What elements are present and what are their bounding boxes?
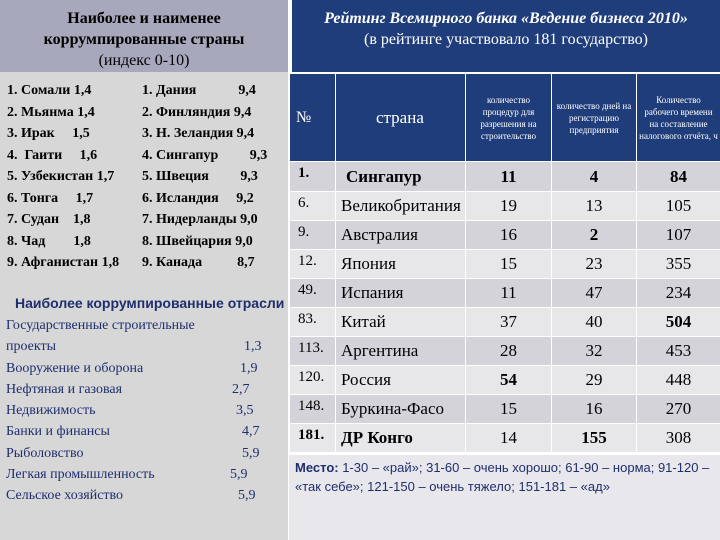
list-item: 7. Нидерланды 9,0 (142, 212, 258, 227)
table-header-row (290, 74, 720, 162)
cell-country: Сингапур (336, 162, 466, 192)
industry-name: Рыболовство (6, 445, 84, 461)
cell-num: 1. (290, 162, 336, 192)
cell-days: 4 (552, 162, 637, 192)
cell-days: 155 (552, 424, 637, 453)
list-item: 8. Чад 1,8 (7, 233, 91, 249)
cell-hours: 270 (637, 395, 720, 424)
cell-country: ДР Конго (336, 424, 466, 453)
ranking-title: Рейтинг Всемирного банка «Ведение бизнеса 2010» (324, 10, 688, 27)
table-row (290, 279, 720, 308)
industry-name: Банки и финансы (6, 424, 110, 440)
list-item: 9. Канада 8,7 (142, 255, 255, 270)
cell-num: 9. (290, 221, 336, 250)
cell-num: 12. (290, 250, 336, 279)
header-hours: Количество рабочего времени на составление налогового отчёта, ч (637, 74, 720, 162)
cell-num: 83. (290, 308, 336, 337)
table-row (290, 250, 720, 279)
ranking-subtitle: (в рейтинге участвовало 181 государство) (364, 31, 648, 48)
table-row (290, 337, 720, 366)
header-num: № (290, 74, 336, 162)
corruption-title-line1: Наиболее и наименее (67, 10, 221, 27)
list-item: 1. Сомали 1,4 (7, 83, 92, 98)
table-row (290, 395, 720, 424)
industry-name: проекты (6, 339, 57, 355)
note-text: 1-30 – «рай»; 31-60 – очень хорошо; 61-90 – норма; 91-120 – «так себе»; 121-150 – очень тяжело; 151-181 – «ад» (295, 460, 710, 494)
cell-hours: 107 (637, 221, 720, 250)
cell-country: Аргентина (336, 337, 466, 366)
industry-row (6, 336, 274, 357)
cell-country: Япония (336, 250, 466, 279)
cell-procedures: 19 (466, 192, 552, 221)
list-item: 3. Ирак 1,5 (7, 126, 90, 141)
cell-hours: 105 (637, 192, 720, 221)
industry-row (6, 485, 274, 506)
cell-hours: 355 (637, 250, 720, 279)
industry-name: Нефтяная и газовая (6, 381, 123, 397)
cell-num: 181. (290, 424, 336, 453)
table-row (290, 424, 720, 453)
table-row (290, 192, 720, 221)
header-procedures: количество процедур для разрешения на строительство (466, 74, 552, 162)
industry-value: 4,7 (242, 424, 260, 440)
corruption-header (0, 0, 288, 72)
list-item: 5. Швеция 9,3 (142, 169, 258, 184)
header-days: количество дней на регистрацию предприятия (552, 74, 637, 162)
table-row (290, 366, 720, 395)
cell-procedures: 11 (466, 162, 552, 192)
cell-procedures: 14 (466, 424, 552, 453)
table-row (290, 221, 720, 250)
cell-procedures: 11 (466, 279, 552, 308)
industry-value: 3,5 (236, 403, 254, 419)
list-item: 2. Финляндия 9,4 (142, 104, 252, 120)
cell-hours: 504 (637, 308, 720, 337)
cell-hours: 308 (637, 424, 720, 453)
cell-num: 49. (290, 279, 336, 308)
industry-row (6, 464, 274, 485)
list-item: 6. Исландия 9,2 (142, 190, 254, 206)
cell-num: 113. (290, 337, 336, 366)
list-item: 4. Сингапур 9,3 (142, 147, 268, 163)
list-item: 3. Н. Зеландия 9,4 (142, 126, 255, 141)
industry-name: Недвижимость (6, 403, 96, 419)
cell-procedures: 28 (466, 337, 552, 366)
list-item: 2. Мьянма 1,4 (7, 104, 95, 120)
industry-name: Вооружение и оборона (6, 360, 144, 376)
most-corrupt-list (7, 80, 119, 274)
header-country: страна (336, 74, 466, 162)
cell-num: 6. (290, 192, 336, 221)
corruption-title-line2: коррумпированные страны (43, 31, 245, 48)
industries-list (6, 315, 274, 507)
note-label: Место: (295, 460, 339, 475)
cell-num: 120. (290, 366, 336, 395)
cell-procedures: 37 (466, 308, 552, 337)
industry-name: Государственные строительные (6, 318, 195, 333)
list-item: 6. Тонга 1,7 (7, 190, 94, 206)
cell-days: 16 (552, 395, 637, 424)
cell-days: 32 (552, 337, 637, 366)
table-row (290, 308, 720, 337)
industry-value: 5,9 (230, 467, 248, 483)
industry-row (6, 379, 274, 400)
industry-value: 5,9 (242, 445, 260, 461)
industry-value: 5,9 (238, 488, 256, 504)
list-item: 7. Судан 1,8 (7, 212, 91, 227)
industry-name: Сельское хозяйство (6, 488, 124, 504)
cell-country: Великобритания (336, 192, 466, 221)
industry-value: 1,9 (240, 360, 258, 376)
cell-hours: 84 (637, 162, 720, 192)
list-item: 9. Афганистан 1,8 (7, 255, 120, 270)
cell-country: Буркина-Фасо (336, 395, 466, 424)
cell-days: 29 (552, 366, 637, 395)
cell-country: Китай (336, 308, 466, 337)
industry-row (6, 315, 274, 336)
cell-hours: 448 (637, 366, 720, 395)
industry-value: 2,7 (232, 381, 250, 397)
cell-days: 47 (552, 279, 637, 308)
industry-name: Легкая промышленность (6, 467, 155, 483)
ranking-table (289, 73, 720, 453)
cell-country: Испания (336, 279, 466, 308)
rank-legend-note (289, 455, 720, 540)
list-item: 4. Гаити 1,6 (7, 147, 98, 163)
cell-country: Россия (336, 366, 466, 395)
industry-row (6, 358, 274, 379)
corruption-title-line3: (индекс 0-10) (98, 52, 190, 69)
cell-days: 2 (552, 221, 637, 250)
list-item: 8. Швейцария 9,0 (142, 233, 253, 249)
list-item: 1. Дания 9,4 (142, 83, 256, 98)
cell-procedures: 16 (466, 221, 552, 250)
industry-row (6, 443, 274, 464)
left-panel (0, 0, 288, 540)
least-corrupt-list (142, 80, 267, 274)
cell-procedures: 54 (466, 366, 552, 395)
cell-hours: 234 (637, 279, 720, 308)
cell-days: 40 (552, 308, 637, 337)
industry-value: 1,3 (244, 339, 262, 355)
ranking-header (292, 0, 720, 72)
cell-num: 148. (290, 395, 336, 424)
industries-title: Наиболее коррумпированные отрасли (15, 295, 285, 311)
cell-days: 23 (552, 250, 637, 279)
cell-procedures: 15 (466, 250, 552, 279)
industry-row (6, 421, 274, 442)
industry-row (6, 400, 274, 421)
cell-procedures: 15 (466, 395, 552, 424)
cell-country: Австралия (336, 221, 466, 250)
table-row (290, 162, 720, 192)
cell-days: 13 (552, 192, 637, 221)
cell-hours: 453 (637, 337, 720, 366)
list-item: 5. Узбекистан 1,7 (7, 169, 115, 184)
